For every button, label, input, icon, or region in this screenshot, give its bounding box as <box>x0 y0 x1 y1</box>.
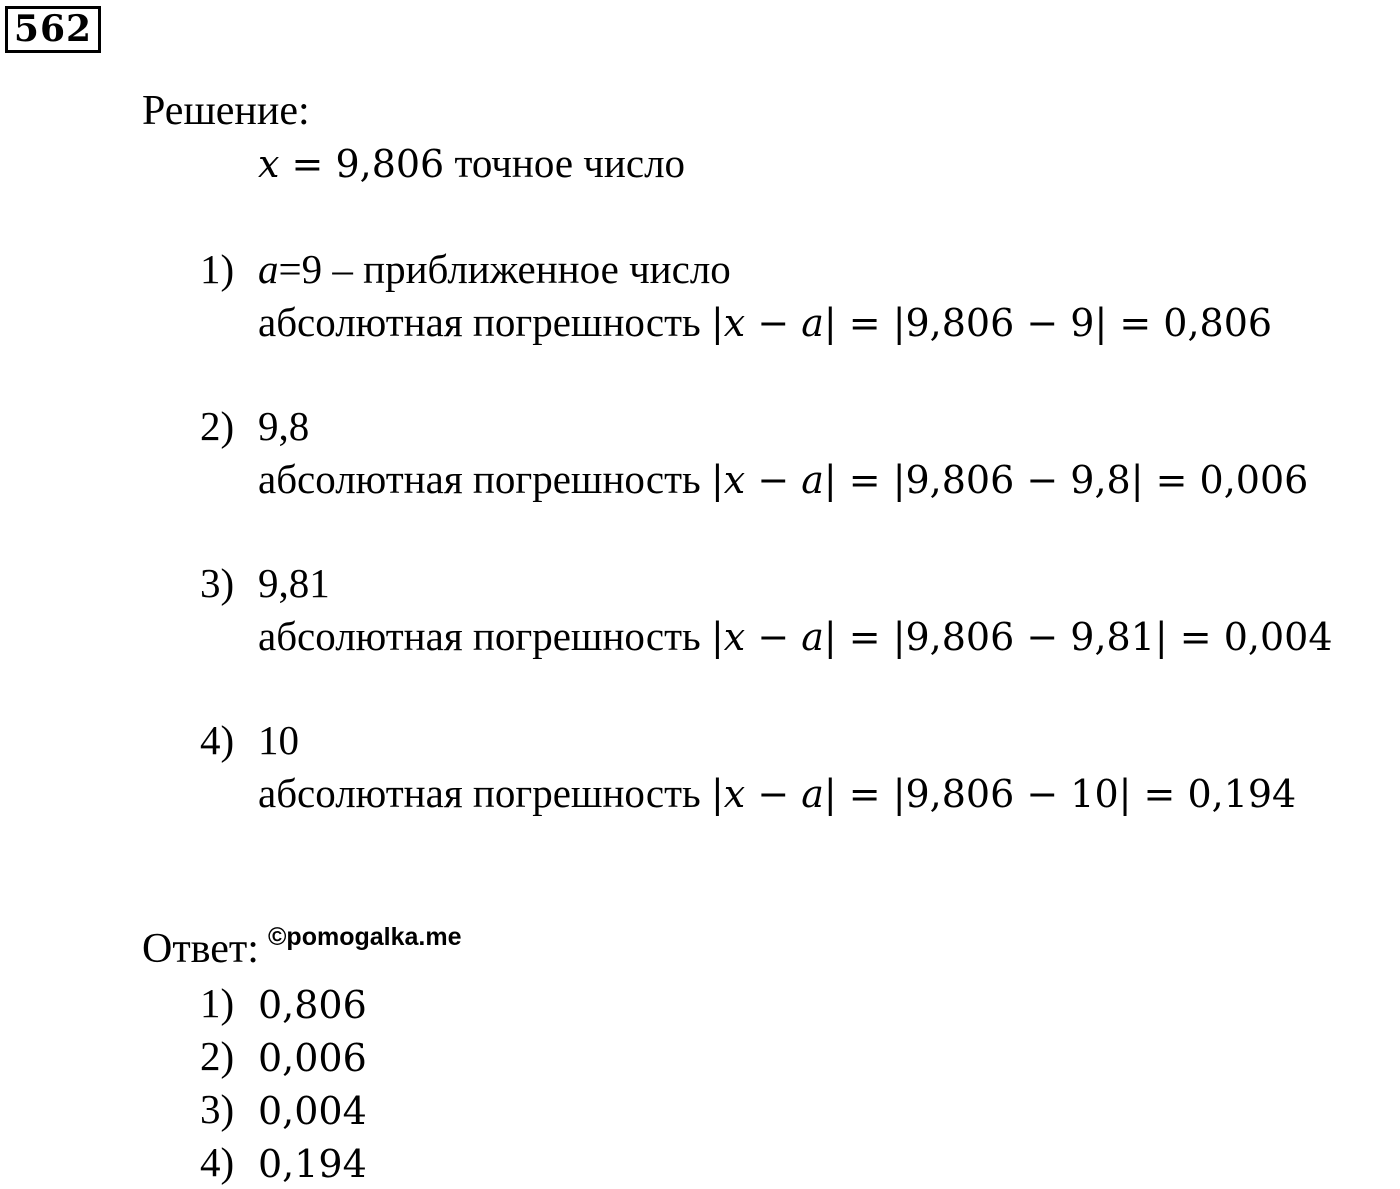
answer-value: 0,806 <box>258 983 367 1027</box>
exact-value: 9,806 <box>335 142 445 186</box>
error-result: | = 0,006 <box>1130 458 1309 502</box>
answer-label: Ответ: <box>142 926 259 972</box>
error-line <box>258 613 1333 659</box>
var-a: a <box>801 615 824 659</box>
error-result: | = 0,194 <box>1118 772 1297 816</box>
difference-expr: 9,806 − 9,81 <box>905 615 1155 659</box>
minus-sign: − <box>745 615 802 659</box>
item-header: 9,8 <box>258 403 310 449</box>
difference-expr: 9,806 − 10 <box>905 772 1119 816</box>
item-header: 9,81 <box>258 560 330 606</box>
item-number: 4) <box>200 717 235 763</box>
difference-expr: 9,806 − 9,8 <box>905 458 1131 502</box>
error-result: | = 0,806 <box>1094 301 1273 345</box>
minus-sign: − <box>745 772 802 816</box>
approx-eq: =9 <box>278 246 323 292</box>
error-result: | = 0,004 <box>1154 615 1333 659</box>
answer-number: 3) <box>200 1086 235 1132</box>
answer-value: 0,194 <box>258 1142 367 1186</box>
equals-abs: | = | <box>823 458 906 502</box>
solution-label: Решение: <box>142 88 310 134</box>
item-header <box>258 246 731 292</box>
equals-abs: | = | <box>823 615 906 659</box>
approx-text: – приближенное число <box>322 246 731 292</box>
answer-value: 0,004 <box>258 1089 367 1133</box>
error-line <box>258 770 1297 816</box>
exact-eq: = <box>279 142 336 186</box>
problem-number: 562 <box>5 6 101 53</box>
abs-open: | <box>710 772 724 816</box>
item-header: 10 <box>258 717 299 763</box>
error-label: абсолютная погрешность <box>258 299 711 345</box>
answer-number: 2) <box>200 1033 235 1079</box>
watermark: ©pomogalka.me <box>268 923 462 951</box>
var-a: a <box>801 301 824 345</box>
error-label: абсолютная погрешность <box>258 456 711 502</box>
item-number: 3) <box>200 560 235 606</box>
difference-expr: 9,806 − 9 <box>905 301 1095 345</box>
minus-sign: − <box>745 458 802 502</box>
item-number: 1) <box>200 246 235 292</box>
exact-var: x <box>258 142 280 186</box>
error-label: абсолютная погрешность <box>258 770 711 816</box>
var-a: a <box>801 458 824 502</box>
approx-var: a <box>258 246 279 292</box>
answer-value: 0,006 <box>258 1036 367 1080</box>
answer-number: 4) <box>200 1139 235 1185</box>
abs-open: | <box>710 458 724 502</box>
error-line <box>258 299 1273 345</box>
abs-open: | <box>710 615 724 659</box>
var-a: a <box>801 772 824 816</box>
item-number: 2) <box>200 403 235 449</box>
error-line <box>258 456 1309 502</box>
var-x: x <box>723 772 746 816</box>
var-x: x <box>723 301 746 345</box>
var-x: x <box>723 615 746 659</box>
var-x: x <box>723 458 746 502</box>
exact-number-line <box>258 140 686 186</box>
equals-abs: | = | <box>823 772 906 816</box>
answer-number: 1) <box>200 980 235 1026</box>
abs-open: | <box>710 301 724 345</box>
exact-text: точное число <box>444 140 686 186</box>
equals-abs: | = | <box>823 301 906 345</box>
error-label: абсолютная погрешность <box>258 613 711 659</box>
minus-sign: − <box>745 301 802 345</box>
